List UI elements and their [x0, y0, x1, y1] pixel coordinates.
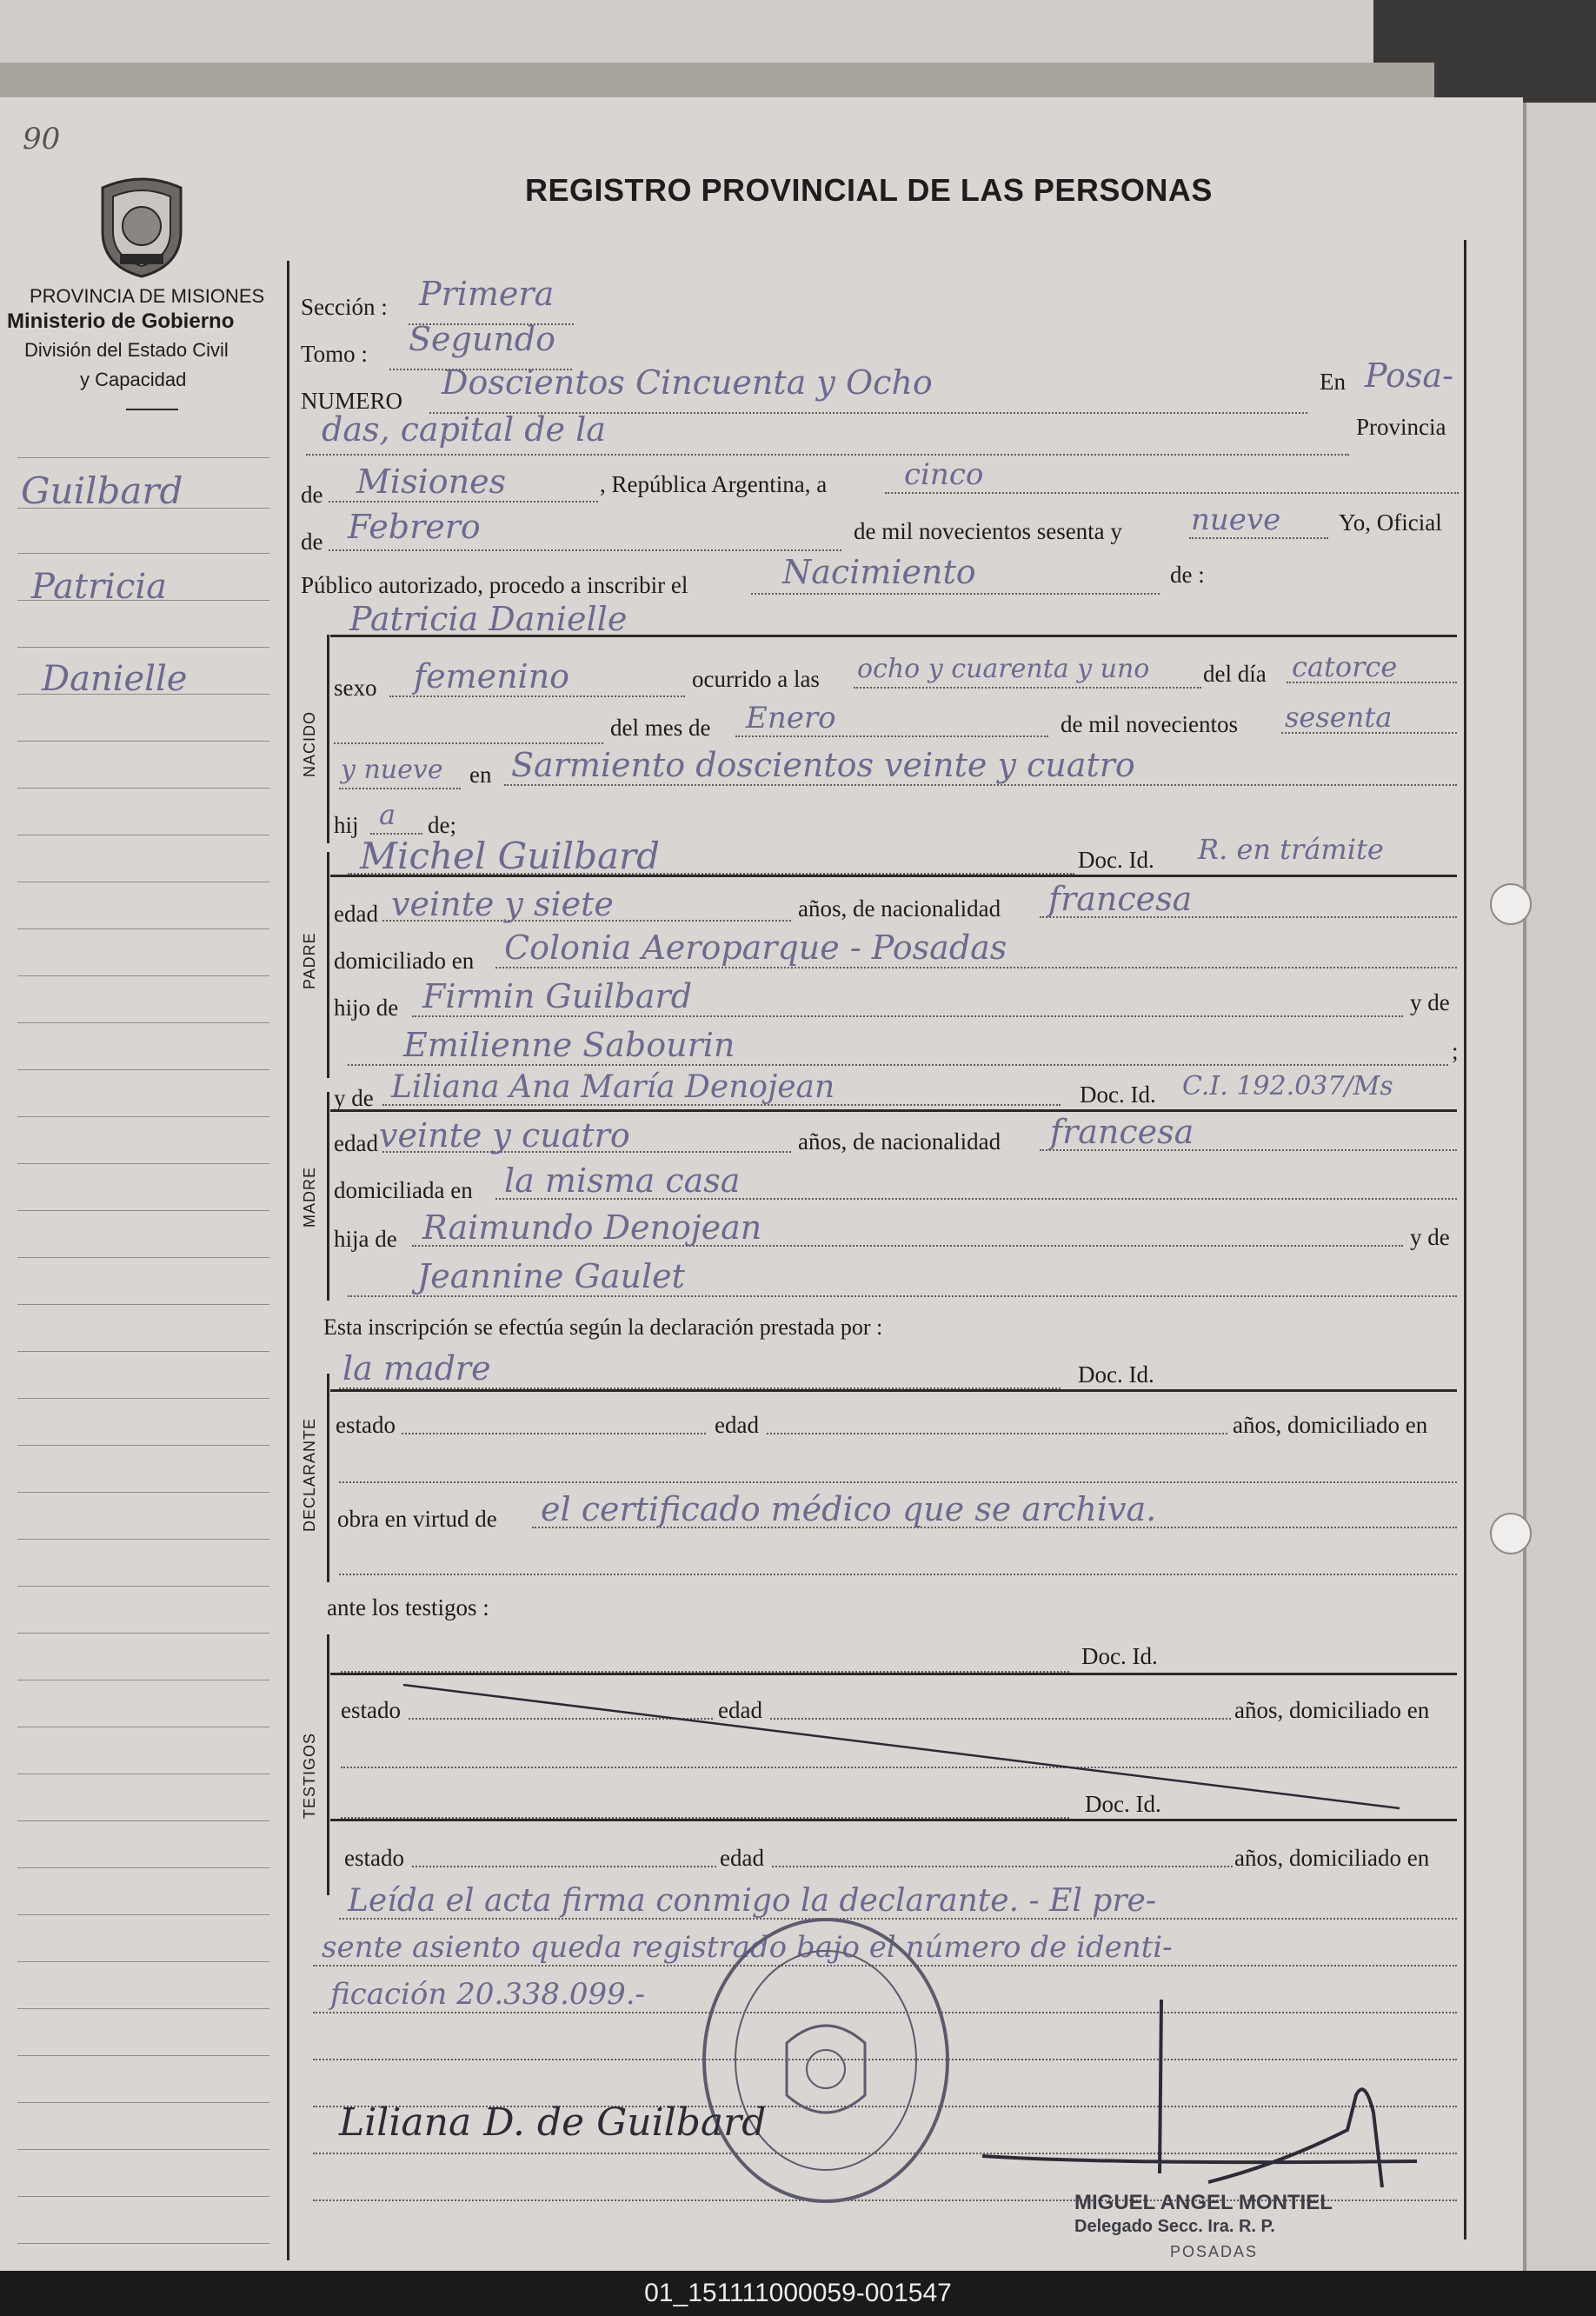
declarante-nombre: la madre	[342, 1349, 491, 1388]
coat-of-arms-icon	[94, 170, 190, 278]
label-anos-dom-t2: años, domiciliado en	[1234, 1845, 1430, 1871]
field-anio: nueve	[1191, 502, 1281, 537]
madre-padre: Raimundo Denojean	[422, 1208, 762, 1247]
field-line-anio-b	[339, 788, 461, 789]
field-numero: Doscientos Cincuenta y Ocho	[442, 363, 933, 402]
label-publico: Público autorizado, procedo a inscribir el	[301, 572, 688, 598]
label-en-lower: en	[469, 762, 492, 788]
label-de-colon: de :	[1170, 562, 1205, 588]
field-city-b: das, capital de la	[322, 410, 606, 449]
corner-number: 90	[23, 122, 61, 156]
field-line-edad-dec	[767, 1433, 1227, 1434]
field-sexo: femenino	[414, 657, 570, 695]
closing-line-1: Leída el acta firma conmigo la declarante. - El pre-	[348, 1883, 1157, 1919]
closing-line-3: ficación 20.338.099.-	[330, 1977, 646, 2012]
field-line-mes-nac	[735, 735, 1048, 737]
label-obra: obra en virtud de	[337, 1506, 497, 1532]
madre-edad: veinte y cuatro	[379, 1116, 630, 1155]
label-seccion: Sección :	[301, 294, 388, 320]
margin-name-2: Danielle	[42, 659, 188, 699]
field-dia-nac: catorce	[1292, 650, 1398, 683]
ministry-label: Ministerio de Gobierno	[7, 309, 235, 333]
padre-doc: R. en trámite	[1198, 833, 1384, 866]
label-dom-padre: domiciliado en	[334, 948, 475, 974]
margin-name-1: Patricia	[31, 567, 167, 607]
field-line-lugar	[504, 784, 1457, 786]
madre-nacionalidad: francesa	[1050, 1113, 1194, 1151]
side-label-declarante: DECLARANTE	[301, 1417, 318, 1532]
field-city-a: Posa-	[1365, 356, 1453, 395]
field-line-acto	[751, 593, 1160, 595]
padre-rule	[330, 875, 1457, 877]
image-id-bar: 01_151111000059-001547	[0, 2271, 1596, 2316]
madre-bar	[327, 1092, 329, 1301]
name-rule	[330, 635, 1457, 637]
padre-padre: Firmin Guilbard	[422, 977, 693, 1015]
page-title: REGISTRO PROVINCIAL DE LAS PERSONAS	[525, 172, 1213, 208]
field-line-obra-2	[339, 1574, 1457, 1575]
label-edad-padre: edad	[334, 901, 378, 927]
official-place: POSADAS	[1170, 2243, 1259, 2260]
frame-right	[1464, 240, 1466, 2239]
field-line-dia	[885, 492, 1459, 494]
label-nac-padre: años, de nacionalidad	[798, 895, 1001, 922]
madre-doc: C.I. 192.037/Ms	[1182, 1071, 1393, 1101]
side-label-nacido: NACIDO	[301, 710, 318, 777]
label-sexo: sexo	[334, 675, 377, 701]
divider	[126, 409, 178, 410]
side-label-padre: PADRE	[301, 932, 318, 989]
padre-domicilio: Colonia Aeroparque - Posadas	[504, 928, 1007, 967]
official-title: Delegado Secc. Ira. R. P.	[1074, 2217, 1275, 2236]
field-line-abuelo-p	[412, 1015, 1403, 1017]
field-line-sexo	[389, 695, 685, 697]
madre-nombre: Liliana Ana María Denojean	[391, 1069, 835, 1105]
label-yo-oficial: Yo, Oficial	[1339, 509, 1442, 536]
label-edad-madre: edad	[334, 1130, 378, 1156]
label-y-de-madre-2: y de	[1410, 1224, 1450, 1250]
label-doc-id-declarante: Doc. Id.	[1078, 1361, 1154, 1388]
field-line-pre-mes	[334, 742, 603, 744]
label-nac-madre: años, de nacionalidad	[798, 1128, 1001, 1155]
label-provincia: Provincia	[1356, 414, 1446, 440]
label-republica: , República Argentina, a	[600, 471, 828, 497]
field-mes-nac: Enero	[746, 701, 836, 735]
field-line-dom-dec	[339, 1481, 1457, 1483]
label-hija-de: hija de	[334, 1226, 397, 1252]
declarante-signature: Liliana D. de Guilbard	[339, 2100, 767, 2145]
testigo-1-rule	[330, 1673, 1457, 1675]
field-anio-nac-a: sesenta	[1285, 701, 1393, 734]
next-page-edge	[1523, 103, 1596, 2271]
label-hij: hij	[334, 812, 359, 838]
province-label: PROVINCIA DE MISIONES	[30, 285, 265, 307]
padre-nacionalidad: francesa	[1048, 880, 1193, 918]
label-de-2: de	[301, 529, 323, 555]
label-hijo-de: hijo de	[334, 995, 399, 1021]
official-name: MIGUEL ANGEL MONTIEL	[1074, 2191, 1333, 2214]
field-line-edad-t2	[772, 1866, 1233, 1867]
label-doc-id-padre: Doc. Id.	[1078, 847, 1154, 873]
label-edad-t2: edad	[720, 1845, 764, 1871]
field-dia: cinco	[904, 457, 984, 492]
label-ante-testigos: ante los testigos :	[327, 1594, 489, 1621]
label-tomo: Tomo :	[301, 341, 368, 367]
madre-rule	[330, 1109, 1457, 1112]
padre-edad: veinte y siete	[391, 885, 614, 923]
closing-line-2: sente asiento queda registrado bajo el número de identi-	[322, 1930, 1173, 1965]
field-line-estado-dec	[402, 1433, 706, 1434]
label-edad-dec: edad	[715, 1412, 759, 1438]
declarante-obra: el certificado médico que se archiva.	[541, 1490, 1157, 1528]
label-del-dia: del día	[1203, 661, 1267, 687]
label-doc-id-t2: Doc. Id.	[1085, 1791, 1161, 1817]
padre-madre: Emilienne Sabourin	[403, 1026, 735, 1064]
madre-madre: Jeannine Gaulet	[417, 1257, 685, 1295]
madre-domicilio: la misma casa	[504, 1161, 741, 1200]
field-line-city	[306, 454, 1349, 456]
field-line-hora	[854, 687, 1201, 689]
field-province: Misiones	[356, 463, 507, 501]
field-line-estado-t2	[412, 1866, 716, 1867]
field-line-abuela-p	[348, 1064, 1448, 1066]
label-y-de-madre: y de	[334, 1085, 374, 1111]
label-ocurrido: ocurrido a las	[692, 666, 820, 692]
label-en: En	[1320, 369, 1346, 395]
binder-ring-icon	[1490, 883, 1532, 925]
label-de-1: de	[301, 482, 323, 508]
official-signature-icon	[948, 1991, 1434, 2191]
label-dom-madre: domiciliada en	[334, 1177, 473, 1203]
label-numero: NUMERO	[301, 388, 403, 414]
official-stamp-icon	[695, 1913, 956, 2208]
field-line-madre-nombre	[382, 1104, 1061, 1106]
field-mes: Febrero	[348, 508, 481, 546]
label-estado-dec: estado	[336, 1412, 396, 1438]
side-label-testigos: TESTIGOS	[301, 1732, 318, 1819]
binder-ring-icon	[1490, 1513, 1532, 1554]
margin-surname: Guilbard	[21, 469, 183, 512]
label-y-de-padre: y de	[1410, 989, 1450, 1015]
testigos-bar	[327, 1634, 329, 1895]
label-doc-id-madre: Doc. Id.	[1080, 1081, 1156, 1108]
declarante-bar	[327, 1374, 329, 1582]
field-line-province	[329, 501, 598, 502]
field-tomo: Segundo	[409, 320, 555, 358]
field-nombre: Patricia Danielle	[349, 600, 628, 638]
field-line-anio	[1189, 537, 1328, 539]
label-estado-t1: estado	[341, 1697, 401, 1723]
field-hora: ocho y cuarenta y uno	[857, 654, 1150, 684]
frame-left	[287, 261, 289, 2260]
field-line-abuela-m	[348, 1295, 1457, 1297]
declarante-rule	[330, 1389, 1457, 1392]
label-doc-id-t1: Doc. Id.	[1081, 1643, 1158, 1669]
label-de-semicolon: de;	[428, 812, 456, 838]
nacido-bar	[327, 635, 329, 843]
side-label-madre: MADRE	[301, 1166, 318, 1228]
label-del-mes: del mes de	[610, 715, 711, 741]
field-acto: Nacimiento	[782, 553, 976, 591]
label-semicolon: ;	[1452, 1038, 1459, 1064]
label-edad-t1: edad	[718, 1697, 762, 1723]
label-anos-dom-t1: años, domiciliado en	[1234, 1697, 1430, 1723]
label-mil-nov-sesenta: de mil novecientos sesenta y	[854, 518, 1122, 544]
label-anos-dom-dec: años, domiciliado en	[1233, 1412, 1428, 1438]
padre-bar	[327, 852, 329, 1078]
label-declaracion: Esta inscripción se efectúa según la declaración prestada por :	[323, 1314, 883, 1340]
field-hij-suffix: a	[379, 798, 396, 831]
division-label: División del Estado Civil	[24, 339, 229, 361]
padre-nombre: Michel Guilbard	[360, 835, 661, 877]
cancel-strike-line	[400, 1683, 1408, 1814]
underlying-sheet	[0, 0, 1373, 70]
field-anio-nac-b: y nueve	[341, 755, 443, 785]
label-mil-nov: de mil novecientos	[1061, 711, 1238, 737]
testigo-2-rule	[330, 1819, 1457, 1821]
field-seccion: Primera	[419, 275, 555, 313]
field-lugar: Sarmiento doscientos veinte y cuatro	[511, 746, 1135, 784]
field-line-mes	[329, 549, 841, 551]
label-estado-t2: estado	[344, 1845, 404, 1871]
capacity-label: y Capacidad	[80, 369, 187, 390]
field-line-dom-padre	[495, 967, 1457, 968]
